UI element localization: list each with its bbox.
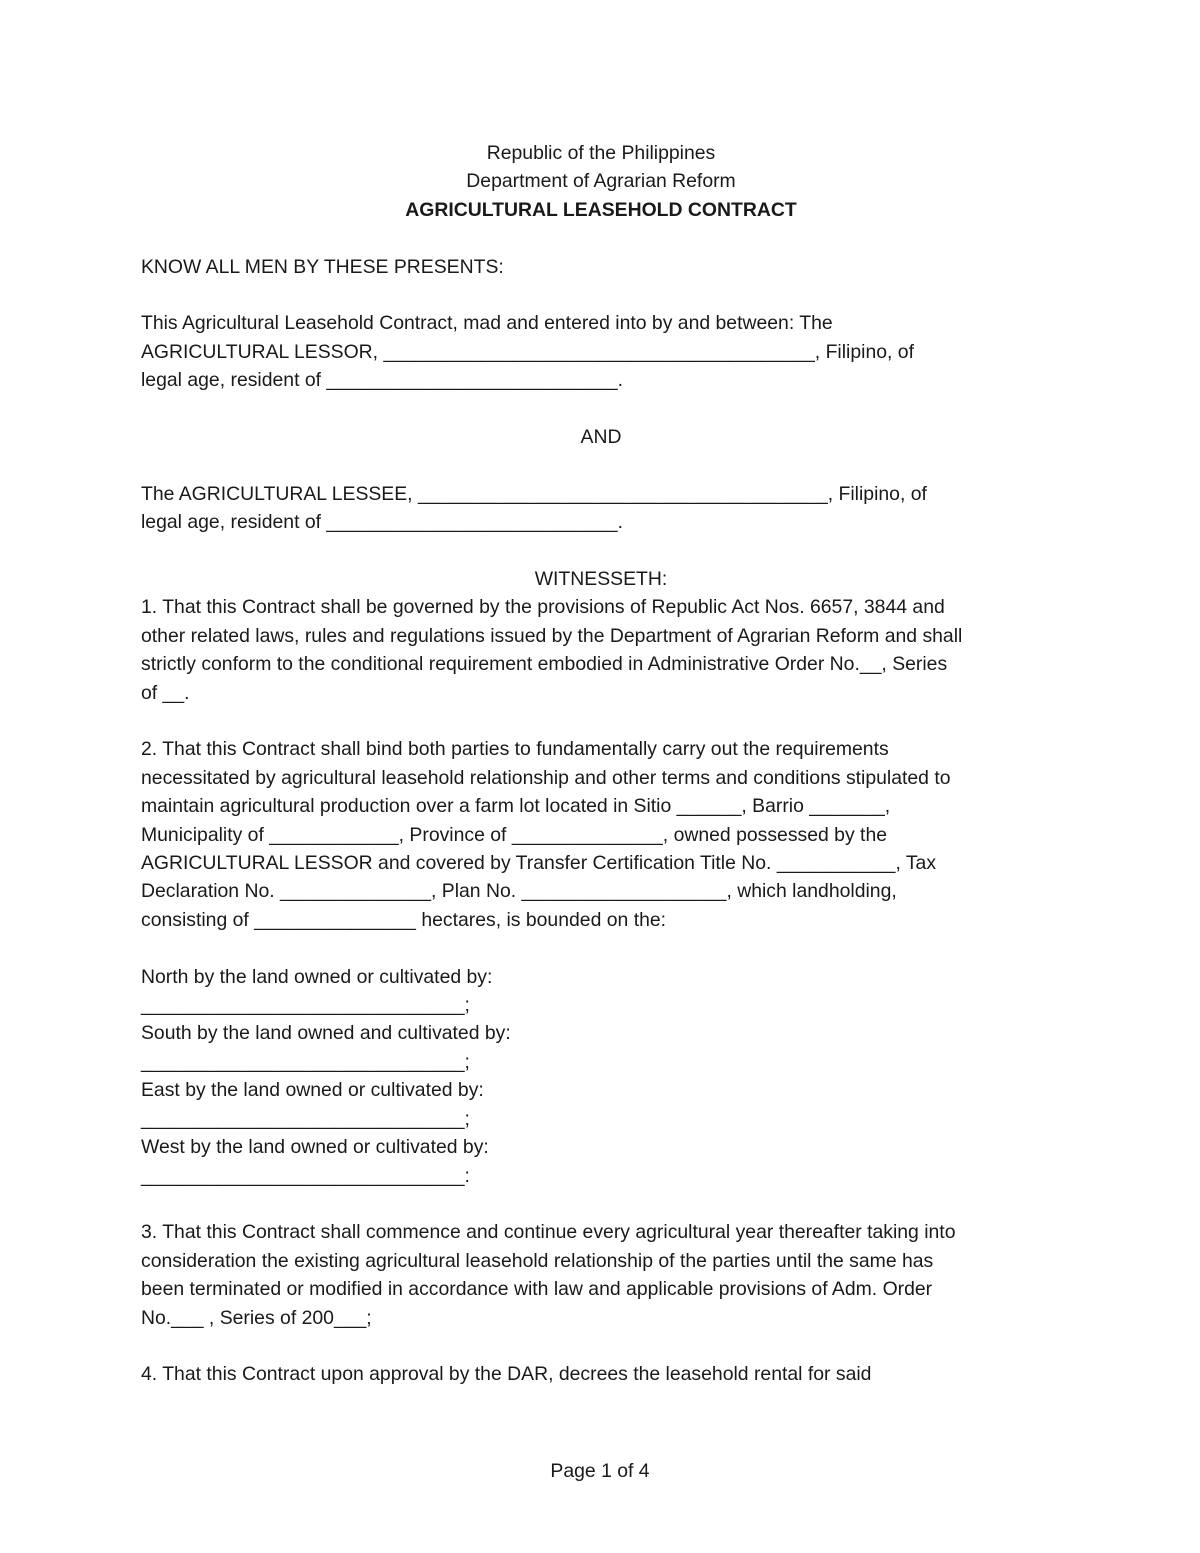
header-republic: Republic of the Philippines [486,142,716,164]
clause-3-line: No.___ , Series of 200___; [141,1306,372,1329]
page-number: Page 1 of 4 [550,1460,650,1482]
and-separator: AND [580,426,622,449]
boundary-north-label: North by the land owned or cultivated by: [141,965,493,988]
clause-2-line: AGRICULTURAL LESSOR and covered by Transfer Certification Title No. ___________, Tax [141,852,937,875]
clause-1-line: other related laws, rules and regulations issued by the Department of Agrarian Reform and shall [141,624,963,647]
clause-2-line: maintain agricultural production over a farm lot located in Sitio ______, Barrio _______, [141,795,891,818]
clause-4-line: 4. That this Contract upon approval by the DAR, decrees the leasehold rental for said [141,1363,872,1386]
clause-2-line: Declaration No. ______________, Plan No. ___________________, which landholding, [141,880,897,903]
clause-2-line: Municipality of ____________, Province of ______________, owned possessed by the [141,823,888,846]
header-department: Department of Agrarian Reform [466,170,736,193]
lessor-line: legal age, resident of ___________________________. [141,369,623,392]
boundary-south-label: South by the land owned and cultivated by: [141,1022,511,1045]
boundary-west-label: West by the land owned or cultivated by: [141,1136,489,1159]
clause-1-line: of __. [141,681,190,704]
lessor-line: This Agricultural Leasehold Contract, mad and entered into by and between: The [141,312,833,335]
salutation: KNOW ALL MEN BY THESE PRESENTS: [141,255,504,278]
lessee-line: The AGRICULTURAL LESSEE, ______________________________________, Filipino, of [141,482,927,505]
document-body [141,139,1061,1389]
document-title: AGRICULTURAL LEASEHOLD CONTRACT [405,198,797,221]
lessor-line: AGRICULTURAL LESSOR, ________________________________________, Filipino, of [141,340,914,363]
clause-2-line: necessitated by agricultural leasehold relationship and other terms and conditions stipulated to [141,766,951,789]
clause-3-line: 3. That this Contract shall commence and continue every agricultural year thereafter taking into [141,1221,956,1244]
witnesseth-heading: WITNESSETH: [534,568,668,591]
boundary-north-blank: ______________________________; [141,994,470,1017]
lessee-line: legal age, resident of ___________________________. [141,511,623,534]
boundary-south-blank: ______________________________; [141,1050,470,1073]
boundary-east-label: East by the land owned or cultivated by: [141,1079,484,1102]
clause-2-line: consisting of _______________ hectares, is bounded on the: [141,908,667,931]
clause-1-line: 1. That this Contract shall be governed by the provisions of Republic Act Nos. 6657, 3844 and [141,596,945,619]
boundary-east-blank: ______________________________; [141,1107,470,1130]
clause-3-line: been terminated or modified in accordance with law and applicable provisions of Adm. Order [141,1278,933,1301]
clause-1-line: strictly conform to the conditional requirement embodied in Administrative Order No.__, Series [141,653,948,676]
clause-3-line: consideration the existing agricultural leasehold relationship of the parties until the same has [141,1249,934,1272]
clause-2-line: 2. That this Contract shall bind both parties to fundamentally carry out the requirements [141,738,889,761]
boundary-west-blank: ______________________________: [141,1164,470,1187]
